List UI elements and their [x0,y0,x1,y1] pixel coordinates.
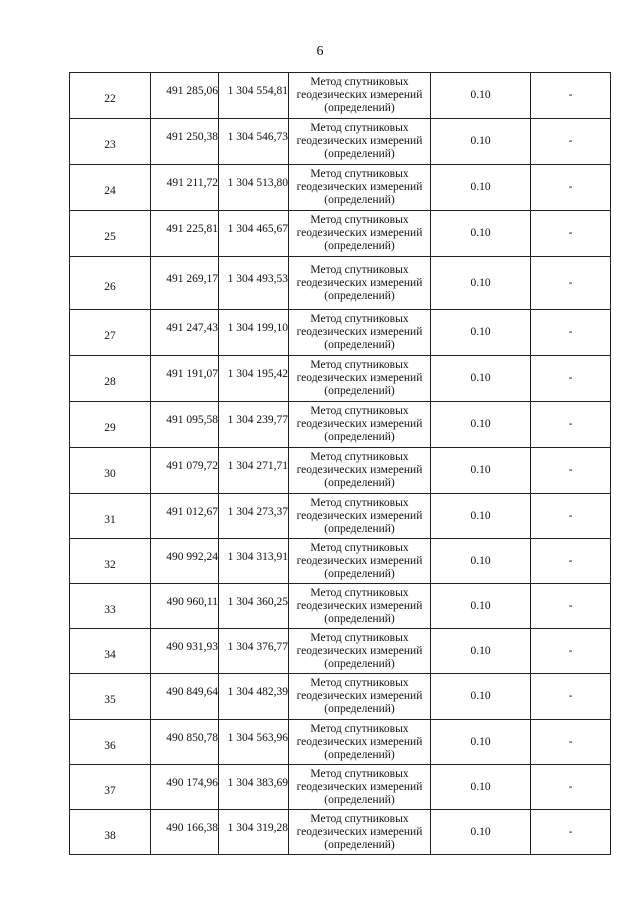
method-text-line: (определений) [324,838,395,851]
y-coordinate-cell [219,73,289,119]
method-text-line: (определений) [324,148,395,160]
page-number: 6 [316,44,324,59]
method-text-line: геодезических измерений [296,276,423,289]
method-cell [289,257,431,310]
x-coordinate-cell-text: 491 225,81 [166,223,218,235]
x-coordinate-cell-text: 490 960,11 [166,595,218,608]
point-number-cell [70,629,151,674]
table-row [70,211,611,257]
accuracy-cell: 0.10 [431,310,531,356]
x-coordinate-cell [151,765,219,810]
x-coordinate-cell-text: 491 211,72 [166,177,218,189]
y-coordinate-cell-text: 1 304 482,39 [227,686,288,698]
y-coordinate-cell-text: 1 304 313,91 [227,550,288,563]
x-coordinate-cell-text: 491 079,72 [166,460,218,472]
method-cell [289,810,431,855]
note-cell: - [531,448,611,494]
y-coordinate-cell-text: 1 304 199,10 [227,322,288,334]
x-coordinate-cell [151,356,219,402]
accuracy-cell: 0.10 [431,674,531,720]
point-number-cell [70,810,151,855]
point-number-cell [70,448,151,494]
table-row [70,674,611,720]
y-coordinate-cell-text: 1 304 383,69 [227,776,288,789]
method-text-line: Метод спутниковых [310,122,409,134]
y-coordinate-cell [219,765,289,810]
method-text-line: Метод спутниковых [310,451,409,463]
x-coordinate-cell-text: 491 095,58 [166,414,218,426]
method-text-line: (определений) [324,657,395,670]
point-number-cell-text: 25 [104,231,116,243]
note-cell: - [531,629,611,674]
x-coordinate-cell-text: 490 174,96 [166,776,218,789]
method-text-line: (определений) [324,240,395,252]
point-number-cell-text: 28 [104,376,116,388]
method-text-line: геодезических измерений [296,690,423,702]
table-row [70,539,611,584]
x-coordinate-cell [151,674,219,720]
method-text-line: геодезических измерений [296,464,423,476]
x-coordinate-cell [151,629,219,674]
method-cell [289,402,431,448]
accuracy-cell: 0.10 [431,539,531,584]
coordinates-table [69,72,611,855]
method-text-line: геодезических измерений [296,372,423,384]
method-text-line: Метод спутниковых [310,812,409,825]
accuracy-cell: 0.10 [431,765,531,810]
method-cell [289,356,431,402]
note-cell: - [531,765,611,810]
method-cell [289,494,431,539]
method-text-line: геодезических измерений [296,825,423,838]
point-number-cell-text: 30 [104,468,116,480]
method-cell [289,629,431,674]
point-number-cell-text: 37 [104,784,116,797]
x-coordinate-cell [151,310,219,356]
table-row [70,165,611,211]
point-number-cell [70,765,151,810]
note-cell: - [531,584,611,629]
point-number-cell [70,119,151,165]
method-text-line: Метод спутниковых [310,263,409,276]
table-row [70,73,611,119]
y-coordinate-cell-text: 1 304 376,77 [227,640,288,653]
x-coordinate-cell-text: 491 012,67 [166,505,218,518]
note-cell: - [531,674,611,720]
method-text-line: Метод спутниковых [310,313,409,325]
point-number-cell [70,73,151,119]
method-text-line: геодезических измерений [296,326,423,338]
accuracy-cell: 0.10 [431,584,531,629]
accuracy-cell: 0.10 [431,720,531,765]
note-cell: - [531,211,611,257]
note-cell: - [531,402,611,448]
y-coordinate-cell-text: 1 304 546,73 [227,131,288,143]
method-text-line: геодезических измерений [296,509,423,522]
y-coordinate-cell-text: 1 304 563,96 [227,731,288,744]
method-text-line: Метод спутниковых [310,767,409,780]
method-cell [289,584,431,629]
y-coordinate-cell [219,539,289,584]
note-cell: - [531,310,611,356]
point-number-cell [70,211,151,257]
method-text-line: Метод спутниковых [310,405,409,417]
point-number-cell [70,310,151,356]
y-coordinate-cell [219,584,289,629]
y-coordinate-cell-text: 1 304 465,67 [227,223,288,235]
method-text-line: (определений) [324,102,395,114]
method-cell [289,674,431,720]
point-number-cell [70,402,151,448]
method-text-line: (определений) [324,522,395,535]
table-body [70,73,611,855]
method-text-line: Метод спутниковых [310,359,409,371]
x-coordinate-cell-text: 491 191,07 [166,368,218,380]
y-coordinate-cell [219,494,289,539]
x-coordinate-cell-text: 491 250,38 [166,131,218,143]
method-cell [289,211,431,257]
table-row [70,494,611,539]
x-coordinate-cell [151,494,219,539]
point-number-cell [70,494,151,539]
point-number-cell-text: 23 [104,139,116,151]
method-text-line: (определений) [324,477,395,489]
method-text-line: геодезических измерений [296,135,423,147]
note-cell: - [531,119,611,165]
point-number-cell [70,539,151,584]
method-cell [289,448,431,494]
y-coordinate-cell-text: 1 304 319,28 [227,821,288,834]
method-text-line: геодезических измерений [296,735,423,748]
accuracy-cell: 0.10 [431,356,531,402]
x-coordinate-cell-text: 490 931,93 [166,640,218,653]
method-text-line: геодезических измерений [296,89,423,101]
method-cell [289,539,431,584]
method-text-line: Метод спутниковых [310,586,409,599]
x-coordinate-cell [151,257,219,310]
table-row [70,119,611,165]
table-row [70,810,611,855]
accuracy-cell: 0.10 [431,448,531,494]
accuracy-cell: 0.10 [431,494,531,539]
x-coordinate-cell [151,810,219,855]
accuracy-cell: 0.10 [431,73,531,119]
x-coordinate-cell-text: 490 166,38 [166,821,218,834]
method-text-line: (определений) [324,385,395,397]
point-number-cell-text: 26 [104,280,116,293]
method-text-line: Метод спутниковых [310,168,409,180]
accuracy-cell: 0.10 [431,629,531,674]
x-coordinate-cell [151,720,219,765]
note-cell: - [531,720,611,765]
accuracy-cell: 0.10 [431,211,531,257]
accuracy-cell: 0.10 [431,810,531,855]
x-coordinate-cell [151,73,219,119]
y-coordinate-cell [219,165,289,211]
x-coordinate-cell-text: 491 269,17 [166,272,218,285]
y-coordinate-cell-text: 1 304 195,42 [227,368,288,380]
point-number-cell-text: 32 [104,558,116,571]
method-text-line: Метод спутниковых [310,496,409,509]
point-number-cell-text: 38 [104,829,116,842]
x-coordinate-cell-text: 490 849,64 [166,686,218,698]
accuracy-cell: 0.10 [431,119,531,165]
y-coordinate-cell-text: 1 304 360,25 [227,595,288,608]
x-coordinate-cell [151,211,219,257]
method-text-line: Метод спутниковых [310,76,409,88]
accuracy-cell: 0.10 [431,402,531,448]
note-cell: - [531,257,611,310]
y-coordinate-cell-text: 1 304 271,71 [227,460,288,472]
y-coordinate-cell [219,119,289,165]
accuracy-cell: 0.10 [431,257,531,310]
method-text-line: (определений) [324,194,395,206]
point-number-cell [70,165,151,211]
x-coordinate-cell [151,119,219,165]
method-text-line: Метод спутниковых [310,214,409,226]
y-coordinate-cell [219,629,289,674]
x-coordinate-cell-text: 491 247,43 [166,322,218,334]
method-cell [289,720,431,765]
table-row [70,584,611,629]
point-number-cell [70,356,151,402]
method-text-line: (определений) [324,339,395,351]
x-coordinate-cell [151,165,219,211]
method-text-line: Метод спутниковых [310,677,409,689]
point-number-cell-text: 27 [104,330,116,342]
y-coordinate-cell [219,257,289,310]
method-cell [289,165,431,211]
method-text-line: (определений) [324,748,395,761]
y-coordinate-cell-text: 1 304 554,81 [227,85,288,97]
table-row [70,765,611,810]
note-cell: - [531,494,611,539]
x-coordinate-cell [151,448,219,494]
y-coordinate-cell [219,720,289,765]
method-text-line: Метод спутниковых [310,722,409,735]
point-number-cell [70,584,151,629]
point-number-cell-text: 33 [104,603,116,616]
method-text-line: геодезических измерений [296,418,423,430]
y-coordinate-cell [219,211,289,257]
y-coordinate-cell [219,310,289,356]
method-text-line: (определений) [324,703,395,715]
method-text-line: Метод спутниковых [310,541,409,554]
y-coordinate-cell-text: 1 304 273,37 [227,505,288,518]
method-text-line: (определений) [324,793,395,806]
method-cell [289,119,431,165]
point-number-cell [70,674,151,720]
x-coordinate-cell [151,402,219,448]
method-text-line: геодезических измерений [296,599,423,612]
point-number-cell-text: 31 [104,513,116,526]
y-coordinate-cell-text: 1 304 239,77 [227,414,288,426]
note-cell: - [531,356,611,402]
table-row [70,629,611,674]
table-row [70,720,611,765]
table-row [70,448,611,494]
point-number-cell [70,720,151,765]
method-cell [289,765,431,810]
method-text-line: геодезических измерений [296,644,423,657]
note-cell: - [531,810,611,855]
y-coordinate-cell [219,356,289,402]
method-text-line: (определений) [324,567,395,580]
y-coordinate-cell [219,402,289,448]
method-cell [289,310,431,356]
accuracy-cell: 0.10 [431,165,531,211]
y-coordinate-cell-text: 1 304 493,53 [227,272,288,285]
point-number-cell-text: 35 [104,694,116,706]
table-row [70,356,611,402]
y-coordinate-cell-text: 1 304 513,80 [227,177,288,189]
table-row [70,402,611,448]
x-coordinate-cell [151,584,219,629]
method-text-line: (определений) [324,431,395,443]
note-cell: - [531,539,611,584]
method-text-line: геодезических измерений [296,227,423,239]
method-text-line: геодезических измерений [296,181,423,193]
table-row [70,310,611,356]
x-coordinate-cell-text: 491 285,06 [166,85,218,97]
point-number-cell-text: 36 [104,739,116,752]
y-coordinate-cell [219,810,289,855]
x-coordinate-cell-text: 490 992,24 [166,550,218,563]
method-text-line: (определений) [324,612,395,625]
note-cell: - [531,165,611,211]
method-text-line: (определений) [324,289,395,302]
x-coordinate-cell [151,539,219,584]
point-number-cell [70,257,151,310]
method-text-line: геодезических измерений [296,780,423,793]
y-coordinate-cell [219,448,289,494]
method-text-line: геодезических измерений [296,554,423,567]
y-coordinate-cell [219,674,289,720]
point-number-cell-text: 24 [104,185,116,197]
table-row [70,257,611,310]
x-coordinate-cell-text: 490 850,78 [166,731,218,744]
point-number-cell-text: 29 [104,422,116,434]
point-number-cell-text: 22 [104,93,116,105]
method-cell [289,73,431,119]
note-cell: - [531,73,611,119]
method-text-line: Метод спутниковых [310,631,409,644]
point-number-cell-text: 34 [104,648,116,661]
